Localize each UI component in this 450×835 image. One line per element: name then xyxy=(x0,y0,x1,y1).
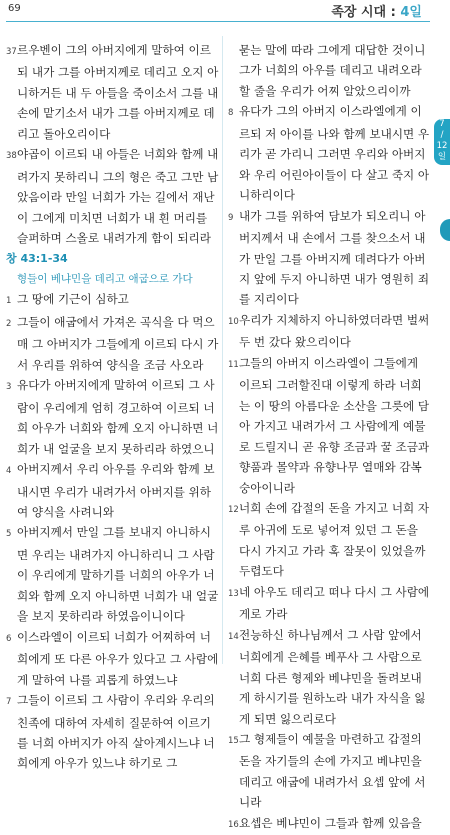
verse-number: 6 xyxy=(6,633,12,644)
verse-text: 그 땅에 기근이 심하고 xyxy=(17,292,129,307)
verse-text: 유다가 아버지에게 말하여 이르되 그 사람이 우리에게 엄히 경고하여 이르되 너희 아우가 너희와 함께 오지 아니하면 너희가 내 얼굴을 보지 못하리라 하였으니 xyxy=(17,378,219,456)
side-marker xyxy=(440,219,450,241)
verse-text: 유다가 그의 아버지 이스라엘에게 이르되 저 아이를 나와 함께 보내시면 우리가 곧 가리니 그러면 우리와 아버지와 우리 어린아이들이 다 살고 죽지 아니하리이다 xyxy=(239,104,430,203)
running-head xyxy=(331,1,422,20)
verse-number: 16 xyxy=(228,819,239,830)
side-tab-text: / xyxy=(440,130,444,140)
verse-text: 그들이 이르되 그 사람이 우리와 우리의 친족에 대하여 자세히 질문하여 이르기를 너희 아버지가 아직 살아계시느냐 너희에게 아우가 있느냐 하기로 그 xyxy=(17,693,215,771)
verse xyxy=(228,101,430,205)
day-label: 4일 xyxy=(400,5,422,20)
verse xyxy=(228,310,430,353)
left-column xyxy=(6,40,219,774)
verse-number: 1 xyxy=(6,296,12,307)
verse-text: 르우벤이 그의 아버지에게 말하여 이르되 내가 그를 아버지께로 데리고 오지 아니하거든 내 두 아들을 죽이소서 그를 내 손에 맡기소서 내가 그를 아버지께로 데리고 돌아오리이다 xyxy=(17,43,219,141)
header-rule xyxy=(6,21,430,22)
verse xyxy=(228,582,430,625)
verse-text: 아버지께서 우리 아우를 우리와 함께 보내시면 우리가 내려가서 아버지를 위하여 양식을 사려니와 xyxy=(17,462,215,519)
verse xyxy=(228,625,430,729)
verse-number: 38 xyxy=(6,151,17,162)
verse xyxy=(228,206,430,310)
verse-text: 이스라엘이 이르되 너희가 어찌하여 너희에게 또 다른 아우가 있다고 그 사람에게 말하여 나를 괴롭게 하였느냐 xyxy=(17,629,219,687)
verse-number: 7 xyxy=(6,697,12,708)
verse-number: 37 xyxy=(6,47,17,57)
passage-reference: 창 43:1-34 xyxy=(6,251,68,265)
verse xyxy=(6,459,219,522)
page-number: 69 xyxy=(8,3,21,14)
verse xyxy=(6,690,219,774)
verse-text: 묻는 말에 따라 그에게 대답한 것이니 그가 너희의 아우를 데리고 내려오라 할 줄을 우리가 어찌 알았으리이까 xyxy=(239,43,426,98)
verse-number: 3 xyxy=(6,382,12,393)
verse-text: 그들이 애굽에서 가져온 곡식을 다 먹으매 그 아버지가 그들에게 이르되 다시 가서 우리를 위하여 양식을 조금 사오라 xyxy=(17,314,219,372)
verse-text: 아버지께서 만일 그를 보내지 아니하시면 우리는 내려가지 아니하리니 그 사람이 우리에게 말하기를 너희의 아우가 너희와 함께 오지 아니하면 너희가 내 얼굴을 보지 못하리라 하였음이니이다 xyxy=(17,525,219,624)
verse xyxy=(6,144,219,248)
verse xyxy=(228,813,430,835)
day-side-tab xyxy=(434,119,450,165)
column-divider xyxy=(222,36,223,664)
side-tab-text: 일 xyxy=(437,152,447,162)
verse-number: 2 xyxy=(6,318,12,329)
verse-number: 10 xyxy=(228,316,239,327)
verse-number: 8 xyxy=(228,108,234,119)
verse xyxy=(228,353,430,498)
head-separator: : xyxy=(386,5,401,20)
verse-number: 14 xyxy=(228,631,239,642)
verse-text: 요셉은 베냐민이 그들과 함께 있음을 xyxy=(239,815,422,830)
verse-number: 9 xyxy=(228,212,234,223)
verse-number: 13 xyxy=(228,588,239,599)
verse xyxy=(6,312,219,375)
verse xyxy=(6,627,219,690)
verse-text: 너희 손에 갑절의 돈을 가지고 너희 자루 아귀에 도로 넣어져 있던 그 돈을 다시 가지고 가라 혹 잘못이 있었을까 두렵도다 xyxy=(239,500,430,579)
verse xyxy=(228,729,430,813)
verse-number: 12 xyxy=(228,504,239,515)
verse xyxy=(6,522,219,626)
verse-text: 야곱이 이르되 내 아들은 너희와 함께 내려가지 못하리니 그의 형은 죽고 그만 남았음이라 만일 너희가 가는 길에서 재난이 그에게 미치면 너희가 내 흰 머리를 슬퍼하며 스올로 내려가게 함이 되리라 xyxy=(17,147,219,246)
verse-text: 우리가 지체하지 아니하였더라면 벌써 두 번 갔다 왔으리이다 xyxy=(239,312,430,350)
verse-text: 그 형제들이 예물을 마련하고 갑절의 돈을 자기들의 손에 가지고 베냐민을 데리고 애굽에 내려가서 요셉 앞에 서니라 xyxy=(239,731,426,810)
verse-number: 4 xyxy=(6,466,12,477)
verse-number: 11 xyxy=(228,359,239,370)
right-column xyxy=(228,40,430,835)
verse-text: 전능하신 하나님께서 그 사람 앞에서 너희에게 은혜를 베푸사 그 사람으로 너희 다른 형제와 베냐민을 돌려보내게 하시기를 원하노라 내가 자식을 잃게 되면 잃으리로다 xyxy=(239,627,426,726)
verse-text: 내가 그를 위하여 담보가 되오리니 아버지께서 내 손에서 그를 찾으소서 내가 만일 그를 아버지께 데려다가 아버지 앞에 두지 아니하면 내가 영원히 죄를 지리이다 xyxy=(239,208,430,307)
verse-number: 15 xyxy=(228,735,239,746)
verse-text: 그들의 아버지 이스라엘이 그들에게 이르되 그러할진대 이렇게 하라 너희는 이 땅의 아름다운 소산을 그릇에 담아 가지고 내려가서 그 사람에게 예물로 드릴지니 곧 유향 조금과 꿀 조금과 향품과 몰약과 유향나무 열매와 감복숭아이니라 xyxy=(239,355,430,495)
section-title: 형들이 베냐민을 데리고 애굽으로 가다 xyxy=(17,272,193,285)
side-tab-text: 7 xyxy=(439,119,445,129)
side-tab-text: 12 xyxy=(436,141,448,151)
verse xyxy=(6,40,219,144)
verse xyxy=(228,498,430,582)
verse xyxy=(6,375,219,459)
verse-continuation xyxy=(228,40,430,101)
verse xyxy=(6,289,219,311)
verse-text: 네 아우도 데리고 떠나 다시 그 사람에게로 가라 xyxy=(239,584,430,622)
book-title: 족장 시대 xyxy=(331,5,387,20)
verse-number: 5 xyxy=(6,529,12,540)
